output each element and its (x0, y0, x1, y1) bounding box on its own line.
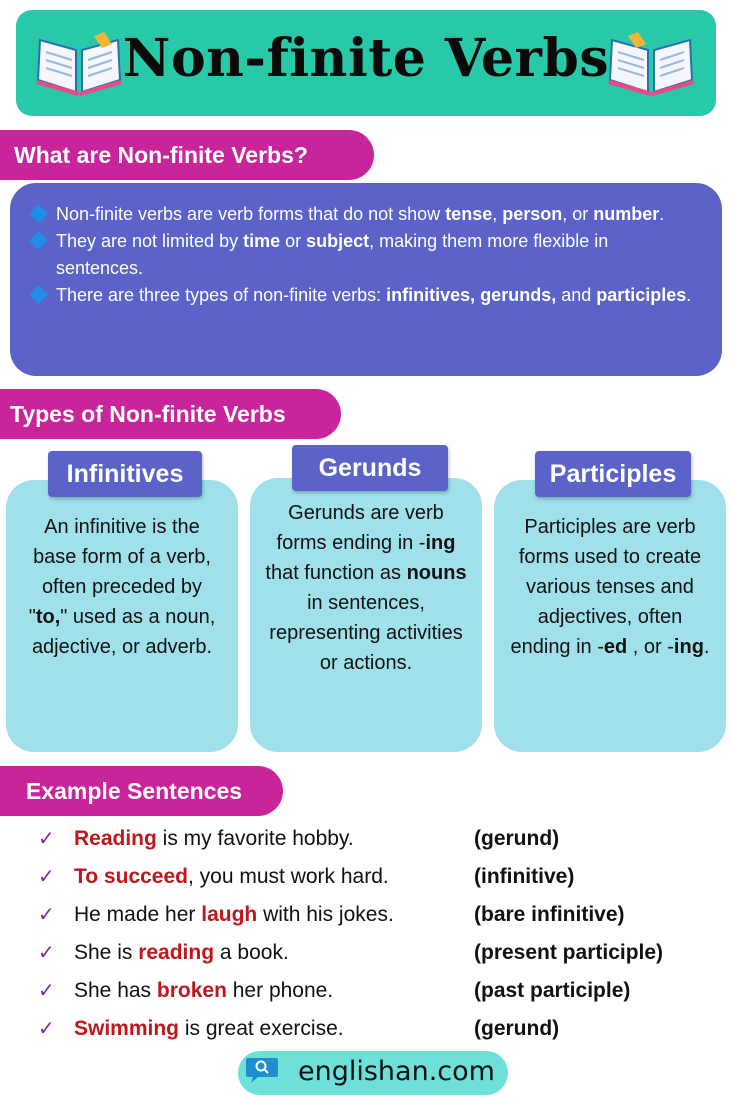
sentence-part: is great exercise. (179, 1017, 344, 1040)
check-icon: ✓ (38, 980, 55, 1002)
card-text-part: , or - (627, 636, 674, 658)
example-sentence (74, 822, 354, 856)
gerunds-card (250, 478, 482, 752)
diamond-bullet-icon (29, 204, 47, 222)
keyword: ing (673, 636, 704, 658)
definition-item (30, 201, 698, 228)
diamond-bullet-icon (29, 231, 47, 249)
participles-label: Participles (535, 451, 691, 497)
definition-item (30, 282, 698, 309)
highlighted-verb: To succeed (74, 865, 188, 888)
card-text-part: Participles are verb forms used to create various tenses and adjectives, often ending in - (510, 516, 702, 658)
example-type: (present participle) (474, 941, 664, 964)
definition-text: , (492, 204, 503, 224)
keyword: person (502, 204, 563, 224)
keyword: number (593, 204, 660, 224)
example-row (38, 1012, 718, 1050)
card-text (264, 498, 468, 678)
sentence-part: is my favorite hobby. (156, 827, 354, 850)
definition-text: Non-finite verbs are verb forms that do not show (56, 204, 446, 224)
example-type: (past participle) (474, 979, 631, 1002)
card-text-part: Gerunds are verb forms ending in - (276, 502, 444, 554)
keyword: tense (445, 204, 493, 224)
sentence-part: She is (74, 941, 139, 964)
infinitives-card (6, 480, 238, 752)
card-text-part: that function as (265, 562, 407, 584)
sentence-part: with his jokes. (257, 903, 394, 926)
example-type: (infinitive) (474, 865, 575, 888)
section-heading-types: Types of Non-finite Verbs (0, 389, 341, 439)
example-sentence (74, 974, 333, 1008)
example-row (38, 936, 718, 974)
page-title: Non-finite Verbs (122, 28, 610, 89)
definition-text: and (556, 285, 597, 305)
sentence-part: a book. (214, 941, 289, 964)
infinitives-label: Infinitives (48, 451, 202, 497)
search-bubble-icon (244, 1055, 280, 1085)
definition-item (30, 228, 698, 282)
section-heading-examples: Example Sentences (0, 766, 283, 816)
definition-text: or (280, 231, 307, 251)
definition-box (10, 183, 722, 376)
check-icon: ✓ (38, 866, 55, 888)
examples-list (38, 822, 718, 1050)
example-row (38, 822, 718, 860)
site-footer[interactable] (238, 1051, 508, 1095)
keyword: nouns (406, 562, 467, 584)
check-icon: ✓ (38, 942, 55, 964)
example-sentence (74, 860, 389, 894)
check-icon: ✓ (38, 904, 55, 926)
card-text-part: in sentences, representing activities or actions. (269, 592, 463, 674)
sentence-part: She has (74, 979, 157, 1002)
title-banner (16, 10, 716, 116)
card-text (508, 512, 712, 662)
example-type: (bare infinitive) (474, 903, 625, 926)
example-row (38, 860, 718, 898)
sentence-part: He made her (74, 903, 202, 926)
site-url[interactable]: englishan.com (298, 1056, 495, 1087)
keyword: subject (306, 231, 370, 251)
check-icon: ✓ (38, 828, 55, 850)
keyword: to, (35, 606, 61, 628)
highlighted-verb: Swimming (74, 1017, 180, 1040)
gerunds-label: Gerunds (292, 445, 448, 491)
highlighted-verb: reading (138, 941, 215, 964)
highlighted-verb: laugh (201, 903, 258, 926)
example-type: (gerund) (474, 1017, 560, 1040)
example-row (38, 974, 718, 1012)
participles-card (494, 480, 726, 752)
example-sentence (74, 936, 289, 970)
definition-text: They are not limited by (56, 231, 244, 251)
keyword: ing (425, 532, 456, 554)
example-sentence (74, 898, 394, 932)
definition-text: . (659, 204, 665, 224)
check-icon: ✓ (38, 1018, 55, 1040)
highlighted-verb: broken (156, 979, 227, 1002)
definition-text: . (686, 285, 692, 305)
open-book-icon (604, 30, 700, 98)
sentence-part: her phone. (226, 979, 334, 1002)
keyword: participles (596, 285, 687, 305)
highlighted-verb: Reading (74, 827, 157, 850)
card-text-part: An infinitive is the base form of a verb, often preceded by " (28, 516, 211, 628)
card-text (20, 512, 224, 662)
definition-text: , or (562, 204, 594, 224)
keyword: infinitives, gerunds, (386, 285, 557, 305)
keyword: ed (603, 636, 628, 658)
diamond-bullet-icon (29, 285, 47, 303)
card-text-part: . (703, 636, 710, 658)
definition-text: There are three types of non-finite verbs: (56, 285, 387, 305)
section-heading-what: What are Non-finite Verbs? (0, 130, 374, 180)
keyword: time (243, 231, 281, 251)
card-text-part: " used as a noun, adjective, or adverb. (31, 606, 216, 658)
sentence-part: , you must work hard. (187, 865, 389, 888)
example-row (38, 898, 718, 936)
definition-text: , making them more flexible in sentences. (56, 231, 609, 278)
example-sentence (74, 1012, 344, 1046)
example-type: (gerund) (474, 827, 560, 850)
